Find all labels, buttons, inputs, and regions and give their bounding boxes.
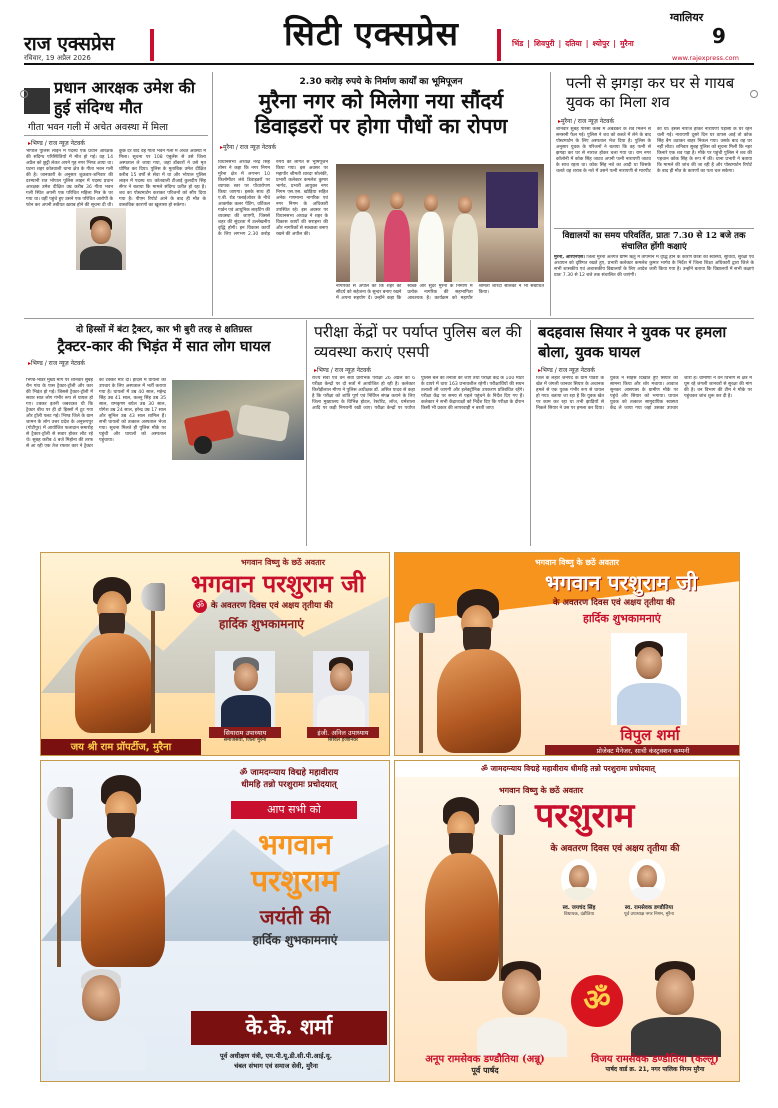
story2-byline: ▸ मुरैना / राज न्यूज़ नेटवर्क xyxy=(220,143,546,151)
ad-parshuram-dandotiya[interactable] xyxy=(394,760,740,1082)
story5-title: परीक्षा केंद्रों पर पर्याप्त पुलिस बल की व्यवस्था कराएं एसपी xyxy=(314,323,522,361)
nav-city-datia[interactable]: दतिया xyxy=(565,39,582,48)
story5-byline: ▸ भिण्ड / राज न्यूज़ नेटवर्क xyxy=(314,366,526,374)
ad1-line: के अवतरण दिवस एवं अक्षय तृतीया की xyxy=(211,601,333,611)
ad2-person-title: प्रोजेक्ट मैनेजर, साची कंस्ट्रक्शन कम्पनी xyxy=(545,745,740,756)
masthead xyxy=(0,0,778,72)
story5-body: राज्य सेवा एवं वन सेवा प्रारंभिक परीक्षा 26 अप्रैल को 6 परीक्षा केन्द्रों पर दो सत्रों में आयोजित हो रही है। कलेक्टर किरोड़ीलाल मीणा ने पुलिस अधीक्षक डॉ. असित यादव से कहा है कि परीक्षा को शांति पूर्ण एवं निर्विघ्न संपन्न कराने के लिए जिला मुख्यालय के विभिन्न होटल, रेस्टोरेंट, लॉज, धर्मशाला आदि पर कड़ी निगरानी रखी जाए। परीक्षा केन्द्रों पर पर्याप्त पुलिस बल की तैनाती की जाए तथा परीक्षा केंद्र के 100 मीटर के दायरे में धारा 163 प्रभावशील रहेगी। परीक्षार्थियों की सघन तलाशी ली जाएगी और इलेक्ट्रॉनिक उपकरण प्रतिबंधित रहेंगे। परीक्षा केंद्र पर समय से पहले पहुंचने के निर्देश दिए गए हैं। कलेक्टर ने सभी केंद्राध्यक्षों को निर्देश दिए कि परीक्षा के दौरान किसी भी प्रकार की लापरवाही न बरती जाए। xyxy=(312,376,524,411)
ad4-small1-photo xyxy=(561,859,597,901)
edition-city: ग्वालियर xyxy=(670,11,704,24)
ad4-small2-title: पूर्व उपाध्यक्ष नगर निगम, मुरैना xyxy=(624,912,674,917)
ad3-title-line2: परशुराम xyxy=(251,864,339,899)
ad1-person1-title: समाजसेवी, जिला मुरैना xyxy=(223,737,267,743)
ad-parshuram-jai-shri-ram-properties[interactable] xyxy=(40,552,390,756)
ad3-person-title-line2: चंबल संभाग एवं समाज सेवी, मुरैना xyxy=(234,1062,318,1070)
ad1-person2-photo xyxy=(313,651,369,727)
story2-event-photo xyxy=(336,164,544,282)
ad-parshuram-kk-sharma[interactable] xyxy=(40,760,390,1082)
red-divider-left xyxy=(150,29,154,61)
ad3-person-title-line1: पूर्व अधीक्षण यंत्री, एम.पी.यू.डी.सी.पी.आई.यू. xyxy=(219,1052,333,1060)
ad3-wish: हार्दिक शुभकामनाएं xyxy=(252,933,338,947)
story-jackal-attack xyxy=(534,320,754,546)
ad4-small2-photo xyxy=(629,859,665,901)
nav-city-shivpuri[interactable]: शिवपुरी xyxy=(533,39,555,48)
ad3-jayanti: जयंती की xyxy=(259,905,331,929)
ad1-person2-title: सिविल इंजीनियर xyxy=(327,737,359,743)
ad2-top: भगवान विष्णु के छठें अवतार xyxy=(535,558,619,567)
story1-photo xyxy=(76,208,126,270)
ad-parshuram-vipul-sharma[interactable] xyxy=(394,552,740,756)
story2-kicker: 2.30 करोड़ रुपये के निर्माण कार्यों का भूमिपूजन xyxy=(299,77,463,87)
parshuram-illustration xyxy=(407,791,517,981)
ad2-line: के अवतरण दिवस एवं अक्षय तृतीया की xyxy=(553,598,675,608)
story4-body: भिण्ड-भांडेर मुख्य मार्ग पर शनिवार सुबह रौन गांव के पास ट्रैक्टर-ट्रॉली और कार की भिड़ंत हो गई। जिससे ट्रैक्टर-ट्रॉली में सवार सात लोग गंभीर रूप से घायल हो गए। टक्कर इतनी जबरदस्त थी कि ट्रैक्टर बीच पर ही दो हिस्सों में टूट गया और ट्रॉली पलट गई। भिण्ड जिले के ग्राम जामन के लोग उत्तर प्रदेश के अनुरूपपुर (गोटीपुर) में आयोजित फलादान समारोह से ट्रैक्टर-ट्रॉली से सवार होकर लौट रहे थे। सुबह करीब 4 बजे मिहोना की तरफ से आ रही एक तेज रफ्तार कार ने ट्रैक्टर को टक्कर मार दी। हादसे में घायलों को उपचार के लिए अस्पताल में भर्ती कराया गया है। घायलों में उम्र 40 साल, महेन्द्र सिंह उम्र 41 साल, कल्लू सिंह उम्र 35 साल, रामकृष्ण बघेल उम्र 30 साल, योगेश उम्र 24 साल, हरेन्द्र उम्र 17 साल और सुनिल उम्र 43 साल शामिल हैं। सभी घायलों को तत्काल अस्पताल भेजा गया। सूचना मिलते ही पुलिस मौके पर पहुंची और घायलों को अस्पताल पहुंचाया। xyxy=(26,378,166,449)
masthead-rule xyxy=(24,63,754,65)
story6-title: बदहवास सियार ने युवक पर हमला बोला, युवक घायल xyxy=(538,323,727,361)
ad3-greeting: आप सभी को xyxy=(231,801,357,819)
issue-date: रविवार, 19 अप्रैल 2026 xyxy=(24,54,91,62)
ad3-mantra-line2: धीमहि तन्नो परशुरामः प्रचोदयात् xyxy=(241,780,337,790)
ad2-title: भगवान परशुराम जी xyxy=(545,570,698,595)
story2-body: विधानसभा अध्यक्ष नरेंद्र सिंह तोमर ने कहा कि नगर निगम मुरैना क्षेत्र में लगभग 10 किलोमीटर लंबे डिवाइडरों पर व्यापक स्तर पर पौधारोपण किया जाएगा। इसके साथ ही ए.बी. रोड फ्लाईओवर के नीचे आकर्षक कलर पेंटिंग, वर्टिकल गार्डन एवं आधुनिक लाइटिंग की व्यवस्था की जाएगी, जिससे शहर की सुंदरता में उल्लेखनीय वृद्धि होगी। इन विकास कार्यों के लिए लगभग 2.30 करोड़ रुपये की लागत से भूमिपूजन किया गया। इस अवसर पर महापौर श्रीमती शारदा सोलंकी, प्रभारी कलेक्टर कमलेश कुमार भार्गव, प्रभारी आयुक्त नगर निगम एस.एस. खोड़िया सहित अनेक गणमान्य नागरिक एवं नगर निगम के अधिकारी उपस्थित रहे। इस अवसर पर विधानसभा अध्यक्ष ने शहर के विकास कार्यों की सराहना की और नागरिकों से स्वच्छता बनाए रखने की अपील की। xyxy=(218,160,328,237)
nav-city-morena[interactable]: मुरैना xyxy=(620,39,634,48)
left-title: राज एक्सप्रेस xyxy=(24,33,115,55)
registration-mark xyxy=(750,90,758,98)
center-title: सिटी एक्सप्रेस xyxy=(284,14,459,53)
ad4-person2-photo xyxy=(621,957,731,1057)
ad4-top: भगवान विष्णु के छठें अवतार xyxy=(499,786,583,795)
ad2-wish: हार्दिक शुभकामनाएं xyxy=(583,612,661,625)
story6-body: जिले के लहार जनपद के ग्राम पांडरी के खेत में जंगली जानवर सियार के अचानक हमले से एक युवक गंभीर रूप से घायल हो गया। बताया जा रहा है कि युवक खेत पर काम कर रहा था तभी झाड़ियों से निकले सियार ने उस पर हमला कर दिया। युवक ने साहस दिखाते हुए सियार का सामना किया और शोर मचाया। आवाज सुनकर आसपास के ग्रामीण मौके पर पहुंचे और सियार को भगाया। घायल युवक को तत्काल सामुदायिक स्वास्थ्य केंद्र ले जाया गया जहां उसका उपचार जारी है। ग्रामीणों ने वन विभाग से क्षेत्र में घूम रहे जंगली जानवरों से सुरक्षा की मांग की है। वन विभाग की टीम ने मौके पर पहुंचकर जांच शुरू कर दी है। xyxy=(536,376,752,411)
ad4-line: के अवतरण दिवस एवं अक्षय तृतीया की xyxy=(550,844,680,854)
ad1-person1-name: सियाराम उपाध्याय xyxy=(209,727,281,738)
story6-byline: ▸ भिण्ड / राज न्यूज़ नेटवर्क xyxy=(538,366,754,374)
website-link[interactable]: www.rajexpress.com xyxy=(672,54,739,62)
story1-marker xyxy=(24,88,50,114)
om-icon: ॐ xyxy=(571,975,623,1027)
story3-body: शनिवार सुबह पोरसा कस्बे में अंबेडकर के शव मिलने से सनसनी फैल गई। पुलिस ने शव को कब्जे में लेने के बाद पोस्टमार्टम के लिए अस्पताल भेज दिया है। पुलिस के अनुसार युवक के परिजनों ने बताया कि वह पत्नी से झगड़ा कर घर से नाराज होकर चला गया था। राम नगर कॉलोनी में कोक सिंह जाटव अपनी पत्नी नारायणी जाटव के साथ रहता था। कोक सिंह नशे का आदी था जिसके चलते वह शराब के नशे में उसने पत्नी नारायणी से मारपीट की थी। इससे नाराज होकर नारायणी पड़ोसी के घर रहने चली गई। नारायणी दूसरे दिन घर वापस आई तो कोक सिंह बैग उठाकर बाहर निकल गया। उसके बाद वह घर नहीं लौटा। शनिवार सुबह पुलिस को सूचना मिली कि नहर किनारे एक शव पड़ा है। मौके पर पहुंची पुलिस ने शव की पहचान कोक सिंह के रूप में की। थाना प्रभारी ने बताया कि मामले की जांच की जा रही है और पोस्टमार्टम रिपोर्ट के बाद ही मौत के कारणों का पता चल सकेगा। xyxy=(556,127,752,174)
nav-cities: भिंड | शिवपुरी | दतिया | श्योपुर | मुरैना xyxy=(512,39,634,48)
story4-kicker: दो हिस्सों में बंटा ट्रैक्टर, कार भी बुरी तरह से क्षतिग्रस्त xyxy=(75,325,253,335)
story-missing-youth-body xyxy=(554,72,754,316)
ad1-top: भगवान विष्णु के छठें अवतार xyxy=(241,558,325,567)
om-icon: ॐ xyxy=(193,599,207,613)
story1-body: भोपाल पुलिस लाइन में पदस्थ एक प्रधान आरक्षक की संदिग्ध परिस्थितियों में मौत हो गई। वह 14 अप्रैल को छुट्टी लेकर अपने गृह नगर भिण्ड आया था। घटना शहर कोतवाली थाना क्षेत्र के गीता भवन गली की है। जानकारी के अनुसार शुक्रवार-शनिवार की दरम्यानी रात भोपाल पुलिस लाइन में पदस्थ प्रधान आरक्षक उमेश दीक्षित उम्र करीब 36 गीता भवन गली स्थित अपनी एक परिचित महिला मित्र के घर गया था। वहीं पहुंचे हुए उसने एक परिचित आरोपी के फोन कर अपनी तबीयत खराब होने की सूचना दी थी। कुछ देर बाद वह गीता भवन गली में अचेत अवस्था में मिला। सूचना पर 108 एंबुलेंस से उसे जिला अस्पताल ले जाया गया, जहां डॉक्टरों ने उसे मृत घोषित कर दिया। पुलिस के मुताबिक उमेश दीक्षित करीब 15 वर्षों से सेवा में था और भोपाल पुलिस लाइन में पदस्थ था। कोतवाली टीआई कुलदीप सिंह सेंगर ने बताया कि मामले संदिग्ध प्रतीत हो रहा है। शव का पोस्टमार्टम कराकर परिजनों को सौंप दिया गया है। पीएम रिपोर्ट आने के बाद ही मौत के वास्तविक कारणों का खुलासा हो सकेगा। xyxy=(26,149,206,208)
ad4-person2-title: पार्षद वार्ड क्र. 21, नगर पालिक निगम मुरैना xyxy=(605,1066,705,1073)
story4-title: ट्रैक्टर-कार की भिड़ंत में सात लोग घायल xyxy=(57,338,271,355)
story3-box-title: विद्यालयों का समय परिवर्तित, प्रातः 7.30 से 12 बजे तक संचालित होंगी कक्षाएं xyxy=(562,231,746,252)
ad1-wish: हार्दिक शुभकामनाएं xyxy=(219,617,304,631)
school-timing-box xyxy=(554,228,754,305)
registration-mark xyxy=(20,90,28,98)
story-tractor-car-collision xyxy=(24,320,304,546)
story1-subtitle: गीता भवन गली में अचेत अवस्था में मिला xyxy=(24,118,208,136)
story2-title-line1: मुरैना नगर को मिलेगा नया सौंदर्य xyxy=(258,89,504,113)
ad3-mantra-line1: ॐ जामदग्न्याय विद्महे महावीराय xyxy=(239,768,339,778)
ad4-person2-name: विजय रामसेवक डण्डौतिया (कल्लू) xyxy=(591,1054,719,1065)
ad3-person-photo xyxy=(51,961,151,1071)
story2-title-line2: डिवाइडरों पर होगा पौधों का रोपण xyxy=(254,114,508,138)
story-head-constable-death xyxy=(24,72,208,316)
ad4-title: परशुराम xyxy=(535,796,635,836)
story1-title: प्रधान आरक्षक उमेश की हुई संदिग्ध मौत xyxy=(54,78,195,117)
story1-byline: ▸ भिण्ड / राज न्यूज़ नेटवर्क xyxy=(28,139,208,147)
nav-city-sheopur[interactable]: श्योपुर xyxy=(592,39,610,48)
parshuram-illustration xyxy=(45,767,195,967)
ad1-person2-name: इंजी. अनिल उपाध्याय xyxy=(307,727,379,738)
nav-city-bhind[interactable]: भिंड xyxy=(512,39,524,48)
story4-byline: ▸ भिण्ड / राज न्यूज़ नेटवर्क xyxy=(28,359,304,367)
story3-title: पत्नी से झगड़ा कर घर से गायब युवक का मिला शव xyxy=(566,74,735,111)
parshuram-illustration xyxy=(405,583,555,753)
story3-box-body: जिला मुरैना अंतर्गत ग्रीष्म ऋतु में तापमान में वृद्धि होने के कारण छात्रों की स्वास्थ्य, सुविधा, सुरक्षा एवं अध्ययन को दृष्टिगत रखते हुए, प्रभारी कलेक्टर कमलेश कुमार भार्गव के निर्देश में जिला शिक्षा अधिकारी द्वारा जिले के सभी शासकीय एवं अशासकीय विद्यालयों के लिए आदेश जारी किया गया है। उन्होंने बताया कि विद्यालयों में सभी कक्षाएं प्रातः 7.30 से 12 बजे तक संचालित की जाएंगी। xyxy=(554,255,754,278)
story-exam-centre-police xyxy=(310,320,526,546)
story4-accident-photo xyxy=(172,380,304,460)
story-morena-beautification xyxy=(216,72,546,316)
ad3-title-line1: भगवान xyxy=(258,828,332,861)
ad1-title: भगवान परशुराम जी xyxy=(191,569,366,598)
ad1-sponsor: जय श्री राम प्रॉपर्टीज, मुरैना xyxy=(41,739,201,756)
ad4-person1-photo xyxy=(467,957,577,1057)
plaque xyxy=(486,172,538,228)
ad1-person1-photo xyxy=(215,651,275,727)
ad4-person1-name: अनूप रामसेवक डण्डौतिया (अन्नू) xyxy=(425,1054,545,1065)
story3-byline: ▸ मुरैना / राज न्यूज़ नेटवर्क xyxy=(558,117,754,125)
ad4-small1-name: स्व. जयचंद सिंह xyxy=(562,905,596,911)
ad4-mantra: ॐ जामदग्न्याय विद्महे महावीराय धीमहि तन्नो परशुरामः प्रचोदयात् xyxy=(395,761,740,777)
ad2-person-photo xyxy=(611,633,687,725)
page-number: 9 xyxy=(712,24,726,48)
ad2-person-name: विपुल शर्मा xyxy=(620,726,680,744)
ad3-person-name: के.के. शर्मा xyxy=(245,1014,333,1039)
story3-box-byline: मुरैना, आरएनएस। xyxy=(554,255,585,260)
parshuram-illustration xyxy=(45,573,185,733)
ad4-small1-title: विधायक, दंडौतिया xyxy=(564,912,594,917)
ad4-person1-title: पूर्व पार्षद xyxy=(471,1066,499,1075)
story2-caption: नागरिकों से अपील की कि शहर को सौंदर्य को सहेजना के सुन्दर बनाए रखने में अपना सहयोग दें। उन्होंने कहा कि स्वच्छ और सुंदर मुरैना के निर्माण में प्रत्येक नागरिक की सहभागिता आवश्यक है। कार्यक्रम को महापौर श्रीमती शारदा सोलंकी ने भी संबोधित किया। xyxy=(336,284,544,301)
ad4-small2-name: स्व. रामसेवक डण्डौतिया xyxy=(624,905,674,911)
red-divider-right xyxy=(497,29,501,61)
